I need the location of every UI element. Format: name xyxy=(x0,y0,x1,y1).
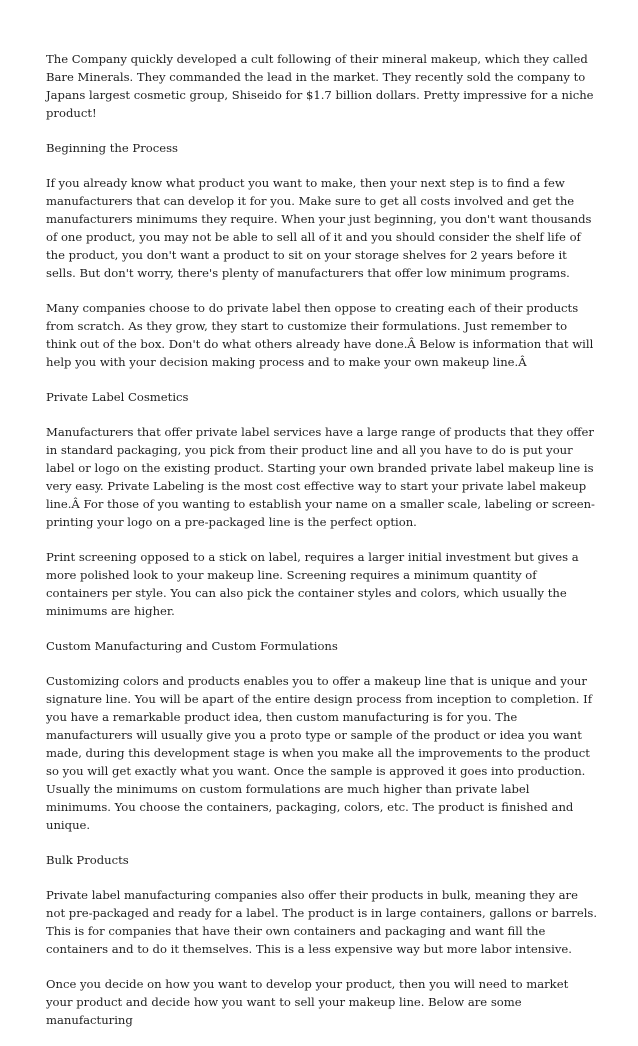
paragraph-bulk-offer: Private label manufacturing companies also offer their products in bulk, meaning they are not pre-packaged and ready for a label. The product is in large containers, gallons or barrels. This is for companies that have their own containers and packaging and want fill the containers and to do it themselves. This is a less expensive way but more labor intensive. xyxy=(46,888,598,956)
paragraph-bare-minerals: The Company quickly developed a cult following of their mineral makeup, which they called Bare Minerals. They commanded the lead in the market. They recently sold the company to Japans largest cosmetic group, Shiseido for $1.7 billion dollars. Pretty impressive for a niche product! xyxy=(46,52,594,120)
paragraph-customizing-colors: Customizing colors and products enables you to offer a makeup line that is unique and your signature line. You will be apart of the entire design process from inception to completion. If you have a remarkable product idea, then custom manufacturing is for you. The manufacturers will usually give you a proto type or sample of the product or idea you want made, during this development stage is when you make all the improvements to the product so you will get exactly what you want. Once the sample is approved it goes into production. Usually the minimums on custom formulations are much higher than private label minimums. You choose the containers, packaging, colors, etc. The product is finished and unique. xyxy=(46,674,592,832)
paragraph-find-manufacturers: If you already know what product you want to make, then your next step is to find a few manufacturers that can develop it for you. Make sure to get all costs involved and get the manufacturers minimums they require. When your just beginning, you don't want thousands of one product, you may not be able to sell all of it and you should consider the shelf life of the product, you don't want a product to sit on your storage shelves for 2 years before it sells. But don't worry, there's plenty of manufacturers that offer low minimum programs. xyxy=(46,176,592,280)
document-page xyxy=(46,50,598,1046)
heading-private-label-cosmetics: Private Label Cosmetics xyxy=(46,390,189,404)
heading-bulk-products: Bulk Products xyxy=(46,853,129,867)
heading-custom-manufacturing: Custom Manufacturing and Custom Formulations xyxy=(46,639,338,653)
paragraph-print-screening: Print screening opposed to a stick on label, requires a larger initial investment but gives a more polished look to your makeup line. Screening requires a minimum quantity of containers per style. You can also pick the container styles and colors, which usually the minimums are higher. xyxy=(46,550,579,618)
paragraph-private-label-choice: Many companies choose to do private label then oppose to creating each of their products from scratch. As they grow, they start to customize their formulations. Just remember to think out of the box. Don't do what others already have done.Â Below is information that will help you with your decision making process and to make your own makeup line.Â xyxy=(46,301,594,369)
paragraph-private-label-services: Manufacturers that offer private label services have a large range of products that they offer in standard packaging, you pick from their product line and all you have to do is put your label or logo on the existing product. Starting your own branded private label makeup line is very easy. Private Labeling is the most cost effective way to start your private label makeup line.Â For those of you wanting to establish your name on a smaller scale, labeling or screen-printing your logo on a pre-packaged line is the perfect option. xyxy=(46,425,595,529)
heading-beginning-the-process: Beginning the Process xyxy=(46,141,178,155)
paragraph-market-product: Once you decide on how you want to develop your product, then you will need to market your product and decide how you want to sell your makeup line. Below are some manufacturing xyxy=(46,977,569,1027)
